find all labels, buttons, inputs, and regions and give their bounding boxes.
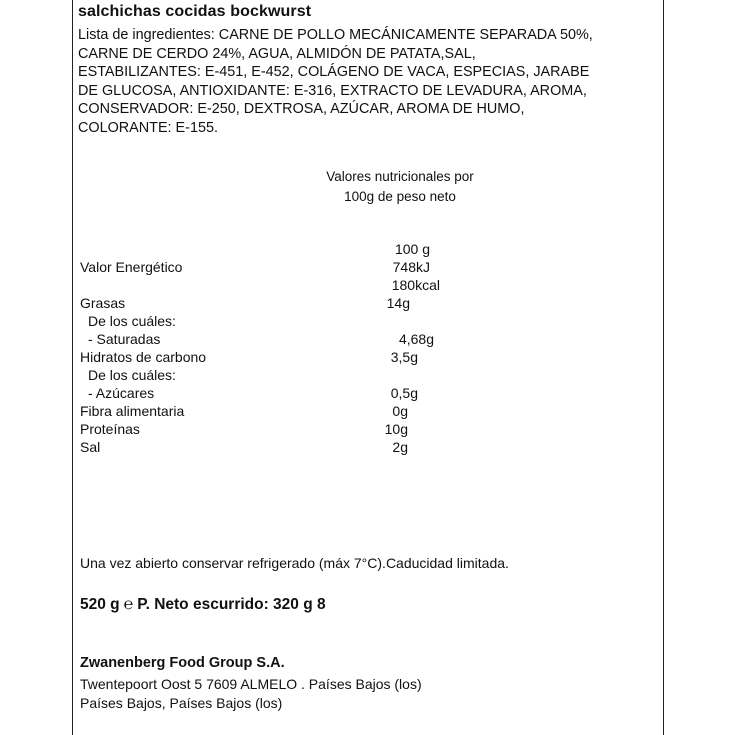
nutrition-row-label: Hidratos de carbono [80, 349, 207, 365]
nutrition-row-label: De los cuáles: [88, 367, 176, 383]
nutrition-row-value: 10g [384, 421, 408, 437]
nutrition-row-label: - Saturadas [88, 331, 161, 347]
nutrition-row-value: 0g [392, 403, 408, 419]
ingredients-list [78, 26, 653, 138]
ingredients-line: ESTABILIZANTES: E-451, E-452, COLÁGENO DE VACA, ESPECIAS, JARABE [78, 64, 590, 81]
nutrition-row-label: Proteínas [80, 421, 140, 437]
nutrition-row-value [320, 312, 410, 330]
company-address-line: Twentepoort Oost 5 7609 ALMELO . Países Bajos (los) [80, 676, 422, 692]
company-address-line: Países Bajos, Países Bajos (los) [80, 695, 283, 711]
nutrition-row-label: Fibra alimentaria [80, 403, 185, 419]
company-name: Zwanenberg Food Group S.A. [80, 655, 285, 671]
ingredients-line: COLORANTE: E-155. [78, 119, 218, 136]
product-title: salchichas cocidas bockwurst [78, 3, 312, 20]
nutrition-row-label: Sal [80, 439, 101, 455]
nutrition-row-value [328, 366, 418, 384]
nutrition-row-value: 3,5g [390, 349, 418, 365]
nutrition-row-label: De los cuáles: [88, 313, 176, 329]
nutrition-heading [300, 167, 500, 206]
net-weight: 520 g [80, 596, 120, 613]
estimated-sign-icon: ℮ [123, 596, 134, 613]
nutrition-row-value: 180kcal [391, 277, 440, 293]
nutrition-row-value: 0,5g [390, 385, 418, 401]
drained-weight: P. Neto escurrido: 320 g 8 [137, 596, 326, 613]
ingredients-line: CONSERVADOR: E-250, DEXTROSA, AZÚCAR, AROMA DE HUMO, [78, 101, 525, 118]
nutrition-row-value: 4,68g [398, 331, 434, 347]
nutrition-heading-line: Valores nutricionales por [326, 169, 474, 184]
ingredients-line: DE GLUCOSA, ANTIOXIDANTE: E-316, EXTRACTO DE LEVADURA, AROMA, [78, 82, 587, 99]
nutrition-row-value: 14g [386, 295, 410, 311]
nutrition-row-label: - Azúcares [88, 385, 155, 401]
ingredients-line: CARNE DE CERDO 24%, AGUA, ALMIDÓN DE PATATA,SAL, [78, 45, 476, 62]
storage-instructions: Una vez abierto conservar refrigerado (máx 7°C).Caducidad limitada. [80, 555, 509, 571]
nutrition-row-label: Valor Energético [80, 259, 183, 275]
net-weight-line [80, 596, 326, 614]
nutrition-row-value: 748kJ [392, 259, 430, 275]
nutrition-row-label: Grasas [80, 295, 126, 311]
nutrition-heading-line: 100g de peso neto [344, 188, 456, 204]
ingredients-line: Lista de ingredientes: CARNE DE POLLO MECÁNICAMENTE SEPARADA 50%, [78, 27, 593, 43]
nutrition-row-value: 2g [392, 439, 408, 455]
nutrition-column-header: 100 g [394, 241, 430, 257]
